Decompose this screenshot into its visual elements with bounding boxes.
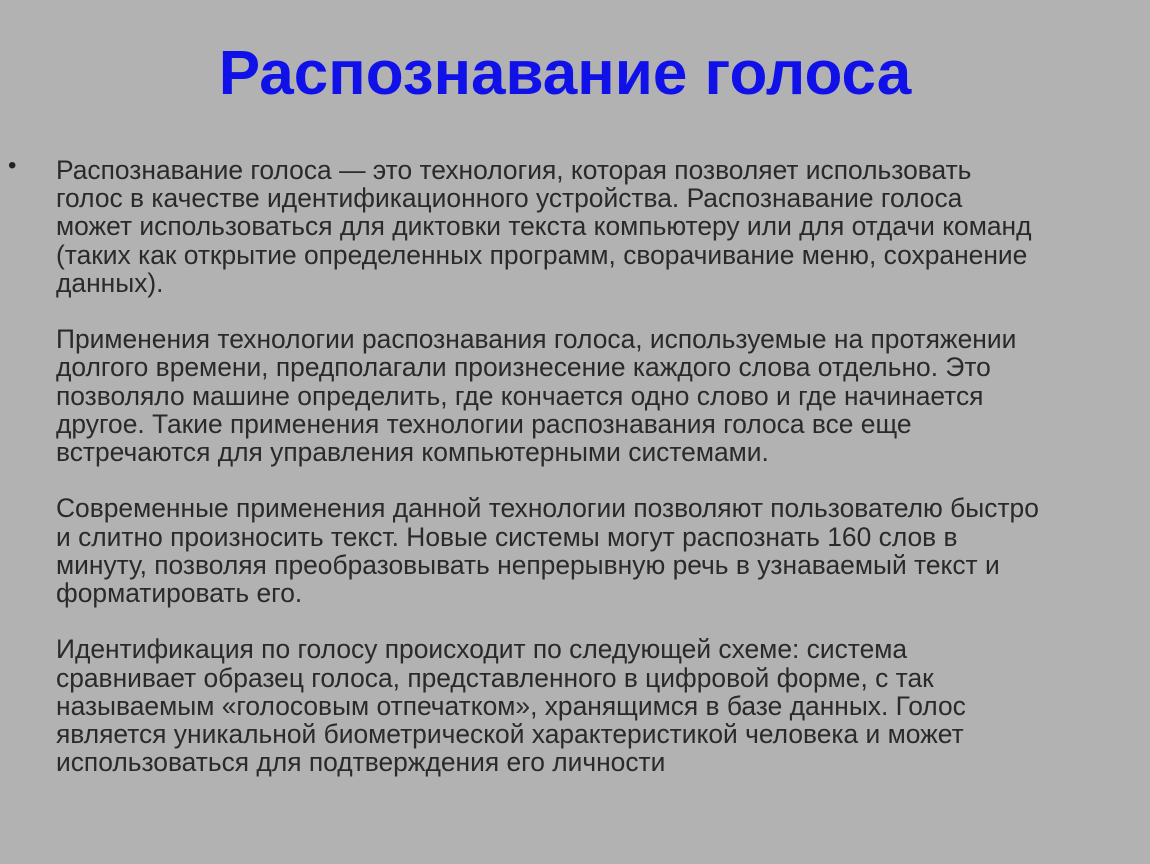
text-line: может использоваться для диктовки текста компьютеру или для отдачи команд xyxy=(56,211,1032,242)
text-line: минуту, позволяя преобразовывать непрерывную речь в узнаваемый текст и xyxy=(56,549,1000,580)
text-line: данных). xyxy=(56,267,164,298)
paragraph-history xyxy=(56,325,1144,466)
paragraph-definition xyxy=(56,156,1144,297)
paragraph-modern xyxy=(56,494,1144,607)
text-line: использоваться для подтверждения его личности xyxy=(56,747,666,778)
slide-body xyxy=(56,156,1144,805)
text-line: Идентификация по голосу происходит по следующей схеме: система xyxy=(56,634,908,665)
text-line: (таких как открытие определенных программ, сворачивание меню, сохранение xyxy=(56,239,1028,270)
text-line: встречаются для управления компьютерными системами. xyxy=(56,437,769,468)
bullet-marker: • xyxy=(8,152,17,179)
text-line: другое. Такие применения технологии распознавания голоса все еще xyxy=(56,408,912,439)
text-line: долгого времени, предполагали произнесение каждого слова отдельно. Это xyxy=(56,352,991,383)
text-line: Применения технологии распознавания голоса, используемые на протяжении xyxy=(56,324,1017,355)
text-line: называемым «голосовым отпечатком», хранящимся в базе данных. Голос xyxy=(56,690,966,721)
text-line: Современные применения данной технологии позволяют пользователю быстро xyxy=(56,493,1039,524)
text-line: сравнивает образец голоса, представленного в цифровой форме, с так xyxy=(56,662,934,693)
text-line: является уникальной биометрической характеристикой человека и может xyxy=(56,719,964,750)
text-line: позволяло машине определить, где кончается одно слово и где начинается xyxy=(56,380,984,411)
text-line: и слитно произносить текст. Новые системы могут распознать 160 слов в xyxy=(56,521,958,552)
text-line: Распознавание голоса — это технология, которая позволяет использовать xyxy=(56,155,972,185)
text-line: форматировать его. xyxy=(56,578,303,609)
paragraph-identification xyxy=(56,635,1144,776)
slide-title: Распознавание голоса xyxy=(218,39,912,108)
text-line: голос в качестве идентификационного устройства. Распознавание голоса xyxy=(56,183,963,214)
